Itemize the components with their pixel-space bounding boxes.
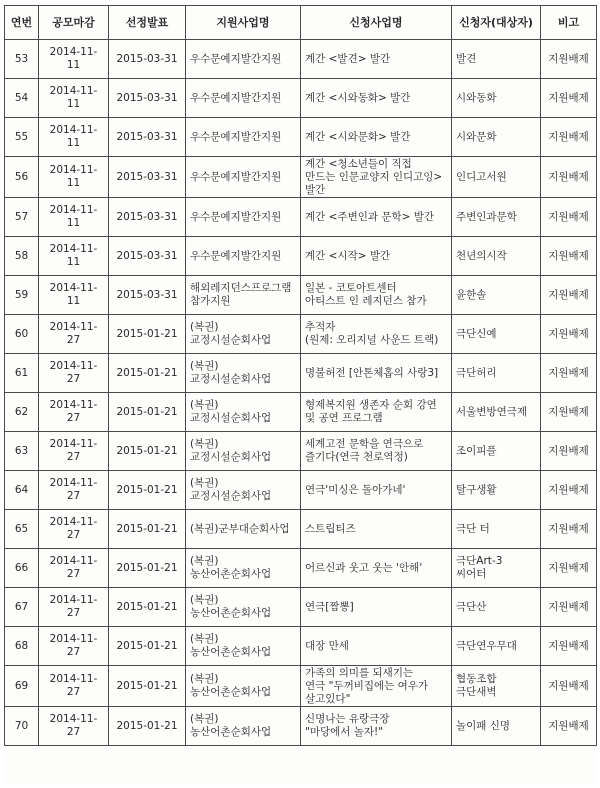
row-applicant: 시와동화 xyxy=(452,79,541,118)
row-selection-date: 2015-01-21 xyxy=(109,393,186,432)
row-support-program: 우수문예지발간지원 xyxy=(186,79,301,118)
row-application-deadline: 2014-11-27 xyxy=(39,588,109,627)
row-application-deadline: 2014-11-11 xyxy=(39,276,109,315)
row-project-name: 계간 <발견> 발간 xyxy=(301,40,452,79)
row-note: 지원배제 xyxy=(541,276,597,315)
row-application-deadline: 2014-11-27 xyxy=(39,471,109,510)
row-note: 지원배제 xyxy=(541,118,597,157)
row-note: 지원배제 xyxy=(541,588,597,627)
table-row xyxy=(5,198,597,237)
row-support-program: (복권) 농산어촌순회사업 xyxy=(186,549,301,588)
row-support-program: (복권) 농산어촌순회사업 xyxy=(186,588,301,627)
row-project-name: 신명나는 유랑극장 "마당에서 놀자!" xyxy=(301,707,452,746)
row-selection-date: 2015-03-31 xyxy=(109,40,186,79)
header-applicant: 신청자(대상자) xyxy=(452,6,541,40)
header-support-program: 지원사업명 xyxy=(186,6,301,40)
row-note: 지원배제 xyxy=(541,40,597,79)
header-selection-announcement: 선정발표 xyxy=(109,6,186,40)
table-row xyxy=(5,276,597,315)
row-application-deadline: 2014-11-27 xyxy=(39,393,109,432)
row-support-program: 해외레지던스프로그램 참가지원 xyxy=(186,276,301,315)
row-selection-date: 2015-03-31 xyxy=(109,237,186,276)
row-note: 지원배제 xyxy=(541,510,597,549)
row-support-program: 우수문예지발간지원 xyxy=(186,40,301,79)
row-selection-date: 2015-01-21 xyxy=(109,707,186,746)
row-application-deadline: 2014-11-11 xyxy=(39,237,109,276)
row-serial-number: 63 xyxy=(5,432,39,471)
row-note: 지원배제 xyxy=(541,627,597,666)
row-support-program: (복권) 교정시설순회사업 xyxy=(186,315,301,354)
row-selection-date: 2015-03-31 xyxy=(109,157,186,198)
row-applicant: 서울변방연극제 xyxy=(452,393,541,432)
table-row xyxy=(5,432,597,471)
row-serial-number: 54 xyxy=(5,79,39,118)
row-project-name: 명불허전 [안톤체홉의 사랑3] xyxy=(301,354,452,393)
row-serial-number: 70 xyxy=(5,707,39,746)
row-application-deadline: 2014-11-27 xyxy=(39,549,109,588)
row-serial-number: 65 xyxy=(5,510,39,549)
row-application-deadline: 2014-11-11 xyxy=(39,40,109,79)
row-application-deadline: 2014-11-27 xyxy=(39,510,109,549)
row-support-program: 우수문예지발간지원 xyxy=(186,198,301,237)
row-applicant: 협동조합 극단새벽 xyxy=(452,666,541,707)
table-row xyxy=(5,40,597,79)
row-serial-number: 59 xyxy=(5,276,39,315)
row-serial-number: 61 xyxy=(5,354,39,393)
row-support-program: (복권) 교정시설순회사업 xyxy=(186,354,301,393)
row-selection-date: 2015-03-31 xyxy=(109,79,186,118)
table-row xyxy=(5,471,597,510)
row-serial-number: 60 xyxy=(5,315,39,354)
row-support-program: (복권) 농산어촌순회사업 xyxy=(186,666,301,707)
row-project-name: 대장 만세 xyxy=(301,627,452,666)
row-note: 지원배제 xyxy=(541,666,597,707)
row-project-name: 계간 <시와동화> 발간 xyxy=(301,79,452,118)
row-application-deadline: 2014-11-11 xyxy=(39,79,109,118)
row-application-deadline: 2014-11-27 xyxy=(39,666,109,707)
row-support-program: (복권) 농산어촌순회사업 xyxy=(186,707,301,746)
row-selection-date: 2015-01-21 xyxy=(109,315,186,354)
row-applicant: 탈구생활 xyxy=(452,471,541,510)
row-project-name: 추적자 (원제: 오리지널 사운드 트랙) xyxy=(301,315,452,354)
row-applicant: 극단 터 xyxy=(452,510,541,549)
row-selection-date: 2015-01-21 xyxy=(109,510,186,549)
table-row xyxy=(5,79,597,118)
header-serial-number: 연번 xyxy=(5,6,39,40)
row-support-program: 우수문예지발간지원 xyxy=(186,157,301,198)
table-row xyxy=(5,666,597,707)
row-serial-number: 57 xyxy=(5,198,39,237)
row-selection-date: 2015-01-21 xyxy=(109,666,186,707)
row-application-deadline: 2014-11-27 xyxy=(39,707,109,746)
row-project-name: 계간 <시와문화> 발간 xyxy=(301,118,452,157)
row-support-program: (복권) 교정시설순회사업 xyxy=(186,471,301,510)
row-applicant: 인디고서원 xyxy=(452,157,541,198)
row-application-deadline: 2014-11-11 xyxy=(39,118,109,157)
table-header-row xyxy=(5,6,597,40)
row-selection-date: 2015-01-21 xyxy=(109,471,186,510)
row-selection-date: 2015-03-31 xyxy=(109,198,186,237)
row-serial-number: 64 xyxy=(5,471,39,510)
row-serial-number: 67 xyxy=(5,588,39,627)
row-selection-date: 2015-01-21 xyxy=(109,627,186,666)
row-note: 지원배제 xyxy=(541,315,597,354)
row-serial-number: 56 xyxy=(5,157,39,198)
table-row xyxy=(5,588,597,627)
table-row xyxy=(5,707,597,746)
row-selection-date: 2015-03-31 xyxy=(109,276,186,315)
row-support-program: (복권) 교정시설순회사업 xyxy=(186,432,301,471)
row-support-program: (복권) 교정시설순회사업 xyxy=(186,393,301,432)
row-application-deadline: 2014-11-27 xyxy=(39,354,109,393)
row-project-name: 스트립티즈 xyxy=(301,510,452,549)
row-application-deadline: 2014-11-27 xyxy=(39,432,109,471)
row-application-deadline: 2014-11-11 xyxy=(39,198,109,237)
row-note: 지원배제 xyxy=(541,79,597,118)
row-project-name: 계간 <시작> 발간 xyxy=(301,237,452,276)
row-note: 지원배제 xyxy=(541,354,597,393)
row-applicant: 주변인과문학 xyxy=(452,198,541,237)
row-serial-number: 69 xyxy=(5,666,39,707)
row-project-name: 형제복지원 생존자 순회 강연 및 공연 프로그램 xyxy=(301,393,452,432)
row-applicant: 조이피플 xyxy=(452,432,541,471)
row-note: 지원배제 xyxy=(541,549,597,588)
table-row xyxy=(5,549,597,588)
row-applicant: 극단신예 xyxy=(452,315,541,354)
row-serial-number: 55 xyxy=(5,118,39,157)
row-project-name: 어르신과 웃고 웃는 '안해' xyxy=(301,549,452,588)
table-row xyxy=(5,118,597,157)
row-project-name: 가족의 의미를 되새기는 연극 "두꺼비집에는 여우가 살고있다" xyxy=(301,666,452,707)
row-serial-number: 68 xyxy=(5,627,39,666)
row-serial-number: 53 xyxy=(5,40,39,79)
table-row xyxy=(5,627,597,666)
row-serial-number: 66 xyxy=(5,549,39,588)
row-applicant: 놀이패 신명 xyxy=(452,707,541,746)
row-application-deadline: 2014-11-27 xyxy=(39,627,109,666)
row-project-name: 연극[짬뽕] xyxy=(301,588,452,627)
row-note: 지원배제 xyxy=(541,157,597,198)
row-note: 지원배제 xyxy=(541,198,597,237)
row-note: 지원배제 xyxy=(541,393,597,432)
row-note: 지원배제 xyxy=(541,432,597,471)
row-selection-date: 2015-01-21 xyxy=(109,549,186,588)
table-body xyxy=(5,40,597,746)
row-applicant: 극단Art-3 씨어터 xyxy=(452,549,541,588)
row-serial-number: 58 xyxy=(5,237,39,276)
document-page xyxy=(4,5,596,783)
table-row xyxy=(5,237,597,276)
row-project-name: 일본 - 코토아트센터 아티스트 인 레지던스 참가 xyxy=(301,276,452,315)
row-applicant: 극단연우무대 xyxy=(452,627,541,666)
row-note: 지원배제 xyxy=(541,707,597,746)
row-applicant: 윤한솔 xyxy=(452,276,541,315)
header-project-name: 신청사업명 xyxy=(301,6,452,40)
row-application-deadline: 2014-11-11 xyxy=(39,157,109,198)
row-application-deadline: 2014-11-27 xyxy=(39,315,109,354)
row-applicant: 극단허리 xyxy=(452,354,541,393)
row-applicant: 시와문화 xyxy=(452,118,541,157)
row-project-name: 세계고전 문학을 연극으로 즐기다(연극 천로역정) xyxy=(301,432,452,471)
row-support-program: (복권)군부대순회사업 xyxy=(186,510,301,549)
table-row xyxy=(5,157,597,198)
row-selection-date: 2015-01-21 xyxy=(109,354,186,393)
row-applicant: 극단산 xyxy=(452,588,541,627)
row-support-program: 우수문예지발간지원 xyxy=(186,237,301,276)
row-selection-date: 2015-01-21 xyxy=(109,588,186,627)
header-note: 비고 xyxy=(541,6,597,40)
row-applicant: 발견 xyxy=(452,40,541,79)
row-support-program: (복권) 농산어촌순회사업 xyxy=(186,627,301,666)
row-selection-date: 2015-03-31 xyxy=(109,118,186,157)
row-support-program: 우수문예지발간지원 xyxy=(186,118,301,157)
row-note: 지원배제 xyxy=(541,237,597,276)
row-applicant: 천년의시작 xyxy=(452,237,541,276)
row-note: 지원배제 xyxy=(541,471,597,510)
support-exclusion-table xyxy=(4,5,597,746)
header-application-deadline: 공모마감 xyxy=(39,6,109,40)
row-selection-date: 2015-01-21 xyxy=(109,432,186,471)
table-row xyxy=(5,393,597,432)
table-row xyxy=(5,510,597,549)
table-row xyxy=(5,354,597,393)
row-serial-number: 62 xyxy=(5,393,39,432)
row-project-name: 계간 <청소년들이 직접 만드는 인문교양지 인디고잉> 발간 xyxy=(301,157,452,198)
row-project-name: 연극'미싱은 돌아가네' xyxy=(301,471,452,510)
table-row xyxy=(5,315,597,354)
row-project-name: 계간 <주변인과 문학> 발간 xyxy=(301,198,452,237)
